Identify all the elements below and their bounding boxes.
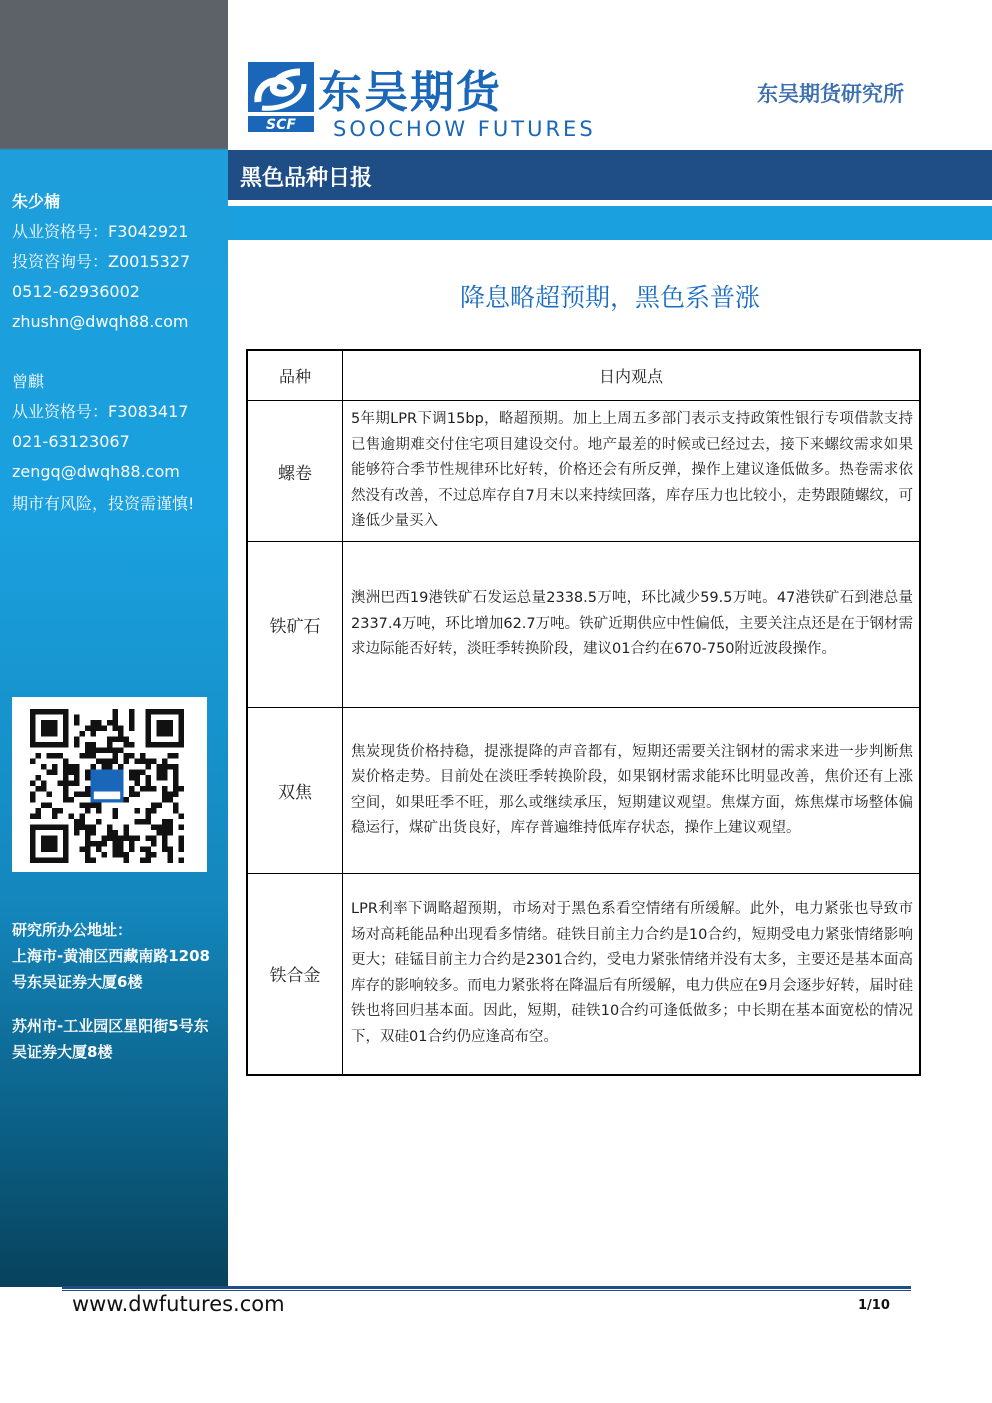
analyst-2-license: 从业资格号：F3083417 — [12, 402, 189, 421]
footer-rule-thin — [62, 1290, 911, 1291]
row-variety: 双焦 — [247, 708, 343, 874]
institute-name: 东吴期货研究所 — [757, 82, 904, 106]
analyst-1-email[interactable]: zhushn@dwqh88.com — [12, 312, 189, 331]
analyst-2-contact — [12, 367, 194, 519]
report-type-band — [228, 150, 992, 200]
row-view: LPR利率下调略超预期，市场对于黑色系看空情绪有所缓解。此外，电力紧张也导致市场对高耗能品种出现看多情绪。硅铁目前主力合约是10合约，短期受电力紧张情绪影响更大；硅锰目前主力合约是2301合约，受电力紧张情绪并没有太多，主要还是基本面高库存的影响较多。而电力紧张将在降温后有所缓解，电力供应在9月会逐步好转，届时硅铁也将回归基本面。因此，短期，硅铁10合约可逢低做多；中长期在基本面宽松的情况下，双硅01合约仍应逢高布空。 — [343, 874, 921, 1075]
table-row — [247, 401, 920, 542]
accent-band — [228, 206, 992, 240]
footer-rule — [62, 1286, 911, 1289]
row-view: 焦炭现货价格持稳，提涨提降的声音都有，短期还需要关注钢材的需求来进一步判断焦炭价格走势。目前处在淡旺季转换阶段，如果钢材需求能环比明显改善，焦价还有上涨空间，如果旺季不旺，那么或继续承压，短期建议观望。焦煤方面，炼焦煤市场整体偏稳运行，煤矿出货良好，库存普遍维持低库存状态，操作上建议观望。 — [343, 708, 921, 874]
analyst-1-name: 朱少楠 — [12, 192, 61, 211]
risk-warning: 期市有风险，投资需谨慎! — [12, 494, 195, 513]
analyst-2-email[interactable]: zengq@dwqh88.com — [12, 462, 180, 481]
page-number: 1/10 — [858, 1298, 890, 1313]
table-row — [247, 708, 920, 874]
footer-website[interactable]: www.dwfutures.com — [72, 1292, 285, 1316]
row-variety: 铁矿石 — [247, 542, 343, 708]
table-row — [247, 874, 920, 1075]
analyst-2-name: 曾麒 — [12, 372, 45, 391]
table-row — [247, 542, 920, 708]
row-view: 澳洲巴西19港铁矿石发运总量2338.5万吨，环比减少59.5万吨。47港铁矿石到港总量2337.4万吨，环比增加62.7万吨。铁矿近期供应中性偏低，主要关注点还是在于钢材需求边际能否好转，淡旺季转换阶段，建议01合约在670-750附近波段操作。 — [343, 542, 921, 708]
header-variety: 品种 — [247, 350, 343, 401]
logo-english-name: SOOCHOW FUTURES — [333, 117, 596, 141]
analyst-1-phone: 0512-62936002 — [12, 282, 140, 301]
analyst-2-phone: 021-63123067 — [12, 432, 130, 451]
outlook-table — [246, 349, 921, 1076]
address-title: 研究所办公地址： — [12, 921, 133, 939]
analyst-1-consult: 投资咨询号：Z0015327 — [12, 252, 191, 271]
row-variety: 螺卷 — [247, 401, 343, 542]
qr-code-icon — [12, 697, 207, 872]
address-suzhou: 苏州市-工业园区星阳街5号东吴证券大厦8楼 — [12, 1017, 209, 1061]
sidebar — [0, 0, 228, 1287]
analyst-1-license: 从业资格号：F3042921 — [12, 222, 189, 241]
office-address — [12, 917, 222, 1065]
report-type: 黑色品种日报 — [240, 166, 373, 191]
row-variety: 铁合金 — [247, 874, 343, 1075]
header-view: 日内观点 — [343, 350, 921, 401]
logo-badge: SCF — [266, 117, 296, 133]
table-header-row — [247, 350, 920, 401]
logo-chinese-name: 东吴期货 — [318, 67, 502, 118]
row-view: 5年期LPR下调15bp，略超预期。加上上周五多部门表示支持政策性银行专项借款支持已售逾期难交付住宅项目建设交付。地产最差的时候或已经过去，接下来螺纹需求如果能够符合季节性规律环比好转，价格还会有所反弹，操作上建议逢低做多。热卷需求依然没有改善，不过总库存自7月末以来持续回落，库存压力也比较小，走势跟随螺纹，可逢低少量买入 — [343, 401, 921, 542]
company-logo-icon — [248, 62, 314, 138]
report-headline: 降息略超预期，黑色系普涨 — [459, 283, 760, 312]
address-shanghai: 上海市-黄浦区西藏南路1208号东吴证券大厦6楼 — [12, 947, 210, 991]
analyst-1-contact — [12, 187, 190, 337]
